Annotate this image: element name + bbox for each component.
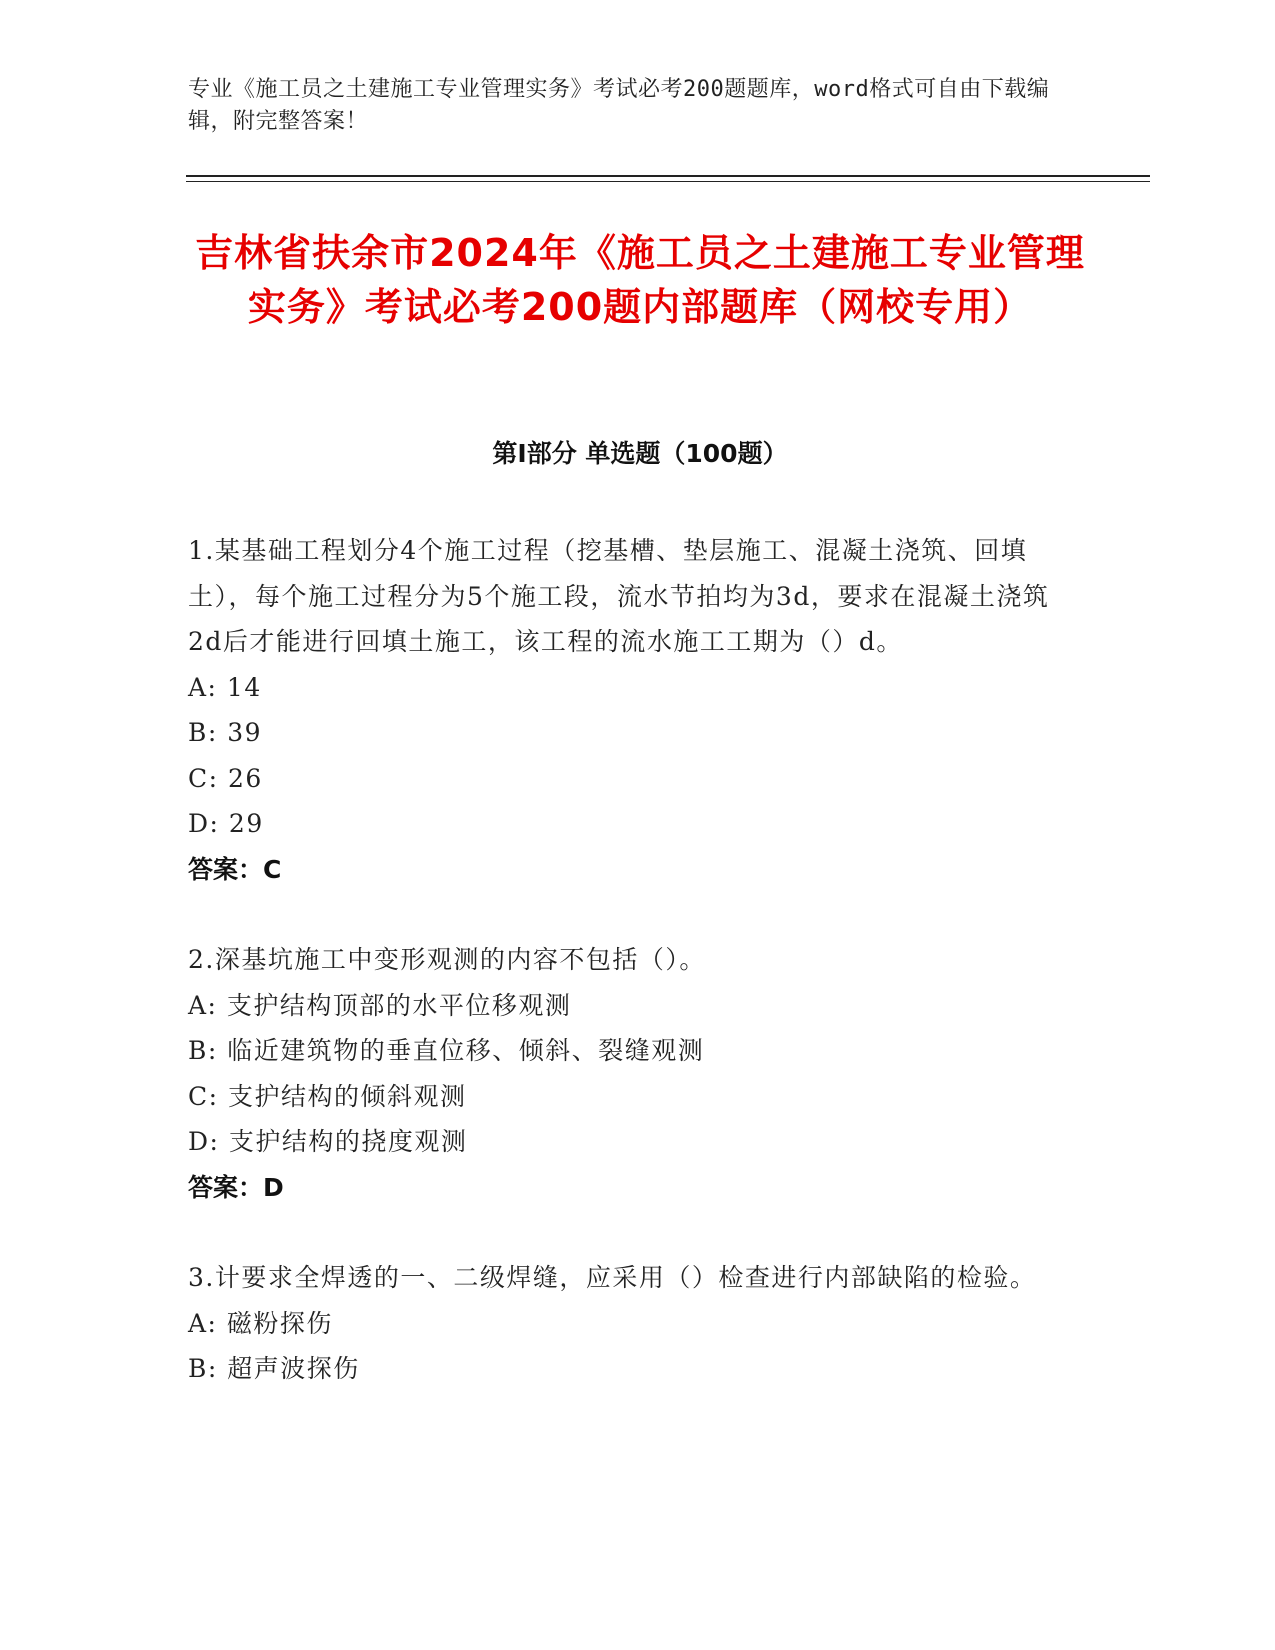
answer: 答案：C — [188, 854, 282, 884]
document-title: 吉林省扶余市2024年《施工员之土建施工专业管理实务》考试必考200题内部题库（网校专用） — [195, 231, 1085, 329]
option-b: B: 39 — [188, 718, 263, 747]
answer: 答案：D — [188, 1172, 284, 1202]
question-list — [188, 528, 1068, 1392]
option-c: C: 支护结构的倾斜观测 — [188, 1081, 467, 1111]
question-spacer — [188, 892, 1068, 937]
question-stem: 3.计要求全焊透的一、二级焊缝，应采用（）检查进行内部缺陷的检验。 — [188, 1263, 1037, 1292]
section-title: 第Ⅰ部分 单选题（100题） — [492, 439, 788, 468]
header-rule-thick — [186, 175, 1150, 177]
option-a: A: 14 — [188, 672, 262, 702]
option-b: B: 超声波探伤 — [188, 1354, 360, 1383]
option-a: A: 支护结构顶部的水平位移观测 — [188, 990, 572, 1020]
option-d: D: 29 — [188, 809, 264, 838]
question-3 — [188, 1255, 1068, 1392]
header-note: 专业《施工员之土建施工专业管理实务》考试必考200题题库，word格式可自由下载编辑，附完整答案！ — [188, 77, 1050, 134]
question-stem: 2.深基坑施工中变形观测的内容不包括（）。 — [188, 945, 706, 974]
option-a: A: 磁粉探伤 — [188, 1308, 333, 1338]
option-d: D: 支护结构的挠度观测 — [188, 1127, 468, 1156]
question-2 — [188, 937, 1068, 1210]
question-1 — [188, 528, 1068, 892]
option-b: B: 临近建筑物的垂直位移、倾斜、裂缝观测 — [188, 1036, 705, 1065]
header-rule-thin — [186, 181, 1150, 182]
option-c: C: 26 — [188, 763, 263, 793]
question-spacer — [188, 1210, 1068, 1255]
question-stem: 1.某基础工程划分4个施工过程（挖基槽、垫层施工、混凝土浇筑、回填土），每个施工过程分为5个施工段，流水节拍均为3d，要求在混凝土浇筑2d后才能进行回填土施工，该工程的流水施工工期为（）d。 — [188, 536, 1050, 656]
